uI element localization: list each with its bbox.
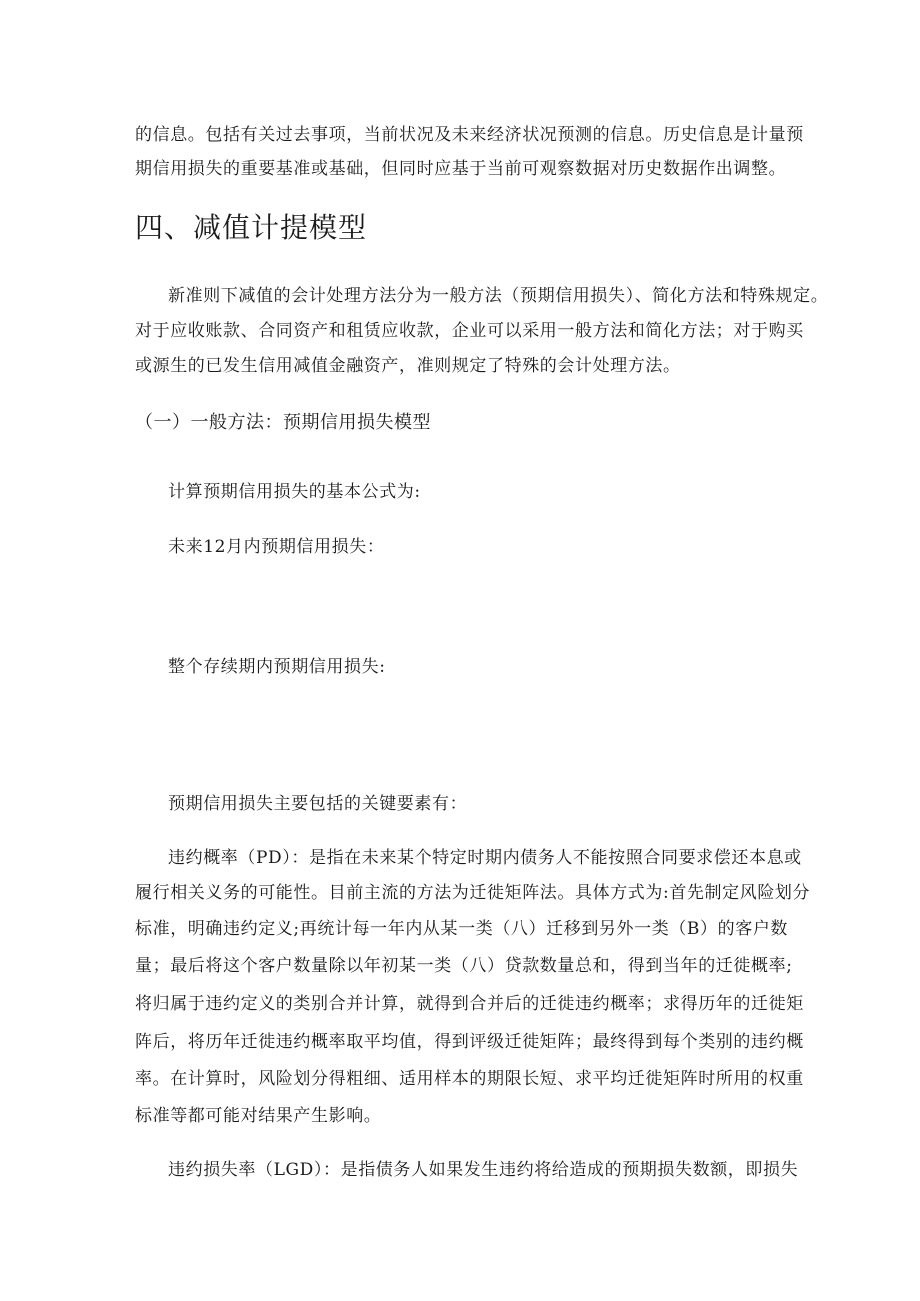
pd-paragraph-line-4: 量；最后将这个客户数量除以年初某一类（八）贷款数量总和，得到当年的迁徙概率;	[135, 956, 793, 976]
formula-12m-label: 未来12月内预期信用损失：	[168, 537, 385, 557]
section-heading: 四、减值计提模型	[135, 211, 368, 244]
formula-intro: 计算预期信用损失的基本公式为:	[168, 482, 421, 502]
intro-line-1: 的信息。包括有关过去事项，当前状况及未来经济状况预测的信息。历史信息是计量预	[135, 125, 804, 145]
pd-paragraph-line-3: 标准，明确违约定义;再统计每一年内从某一类（八）迁移到另外一类（B）的客户数	[135, 919, 789, 939]
lgd-paragraph-line-1: 违约损失率（LGD）：是指债务人如果发生违约将给造成的预期损失数额，即损失	[168, 1160, 799, 1180]
section-paragraph-line-2: 对于应收账款、合同资产和租赁应收款，企业可以采用一般方法和简化方法；对于购买	[135, 321, 804, 341]
intro-line-2: 期信用损失的重要基准或基础，但同时应基于当前可观察数据对历史数据作出调整。	[135, 159, 787, 179]
formula-lifetime-label: 整个存续期内预期信用损失:	[168, 657, 386, 677]
key-elements-intro: 预期信用损失主要包括的关键要素有：	[168, 794, 468, 814]
pd-paragraph-line-6: 阵后，将历年迁徙违约概率取平均值，得到评级迁徙矩阵；最终得到每个类别的违约概	[135, 1032, 804, 1052]
pd-paragraph-line-8: 标准等都可能对结果产生影响。	[135, 1106, 382, 1126]
section-paragraph-line-1: 新准则下减值的会计处理方法分为一般方法（预期信用损失）、简化方法和特殊规定。	[168, 286, 829, 306]
subsection-heading: （一）一般方法：预期信用损失模型	[135, 412, 431, 433]
pd-paragraph-line-1: 违约概率（PD）：是指在未来某个特定时期内债务人不能按照合同要求偿还本息或	[168, 848, 802, 868]
pd-paragraph-line-2: 履行相关义务的可能性。目前主流的方法为迁徙矩阵法。具体方式为:首先制定风险划分	[135, 883, 811, 903]
section-paragraph-line-3: 或源生的已发生信用减值金融资产，准则规定了特殊的会计处理方法。	[135, 356, 681, 376]
pd-paragraph-line-7: 率。在计算时，风险划分得粗细、适用样本的期限长短、求平均迁徙矩阵时所用的权重	[135, 1069, 804, 1089]
pd-paragraph-line-5: 将归属于违约定义的类别合并计算，就得到合并后的迁徙违约概率；求得历年的迁徙矩	[135, 994, 804, 1014]
